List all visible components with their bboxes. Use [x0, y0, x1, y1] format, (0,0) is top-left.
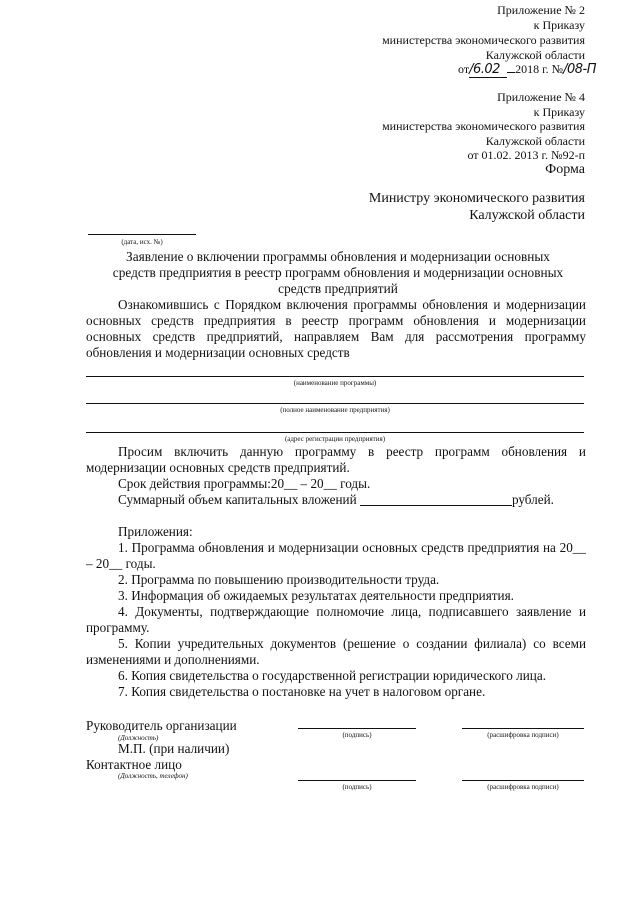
appendix2-number-handwritten: /08-П: [563, 62, 597, 77]
capital-unit: рублей.: [511, 492, 554, 507]
seal-label: М.П. (при наличии): [118, 741, 230, 756]
contact-caption: (Должность, телефон): [118, 772, 188, 780]
addressee-line2: Калужской области: [469, 208, 585, 223]
contact-signature-line: [298, 780, 416, 781]
head-decode-line: [462, 728, 584, 729]
head-signature-line: [298, 728, 416, 729]
attachment-item: 7. Копия свидетельства о постановке на учет в налоговом органе.: [118, 684, 486, 699]
intro-paragraph: Ознакомившись с Порядком включения программы обновления и модернизации основных средств предприятия в реестр программ обновления и модернизации основных средств предприятий, направляем Вам для рассмотрения программу обновления и модернизации основных средств: [86, 297, 586, 360]
date-number-line: [88, 234, 196, 235]
statement-title-line1: Заявление о включении программы обновления и модернизации основных: [126, 249, 550, 264]
date-number-caption: (дата, исх. №): [121, 238, 163, 246]
statement-title: [86, 249, 590, 297]
appendix4-ministry: министерства экономического развития: [382, 119, 585, 133]
program-name-caption: (наименование программы): [293, 379, 377, 387]
request-paragraph: Просим включить данную программу в реестр программ обновления и модернизации основных средств предприятий.: [86, 444, 586, 475]
attachments-list: [86, 540, 586, 700]
statement-title-line2: средств предприятия в реестр программ обновления и модернизации основных: [112, 265, 564, 280]
appendix2-to-order: к Приказу: [533, 18, 585, 32]
statement-title-line3: средств предприятий: [278, 281, 398, 296]
appendix2-title: Приложение № 2: [497, 3, 585, 17]
contact-label: Контактное лицо: [86, 757, 182, 772]
appendix2-date-line: [458, 62, 596, 78]
addressee-line1: Министру экономического развития: [368, 191, 585, 206]
appendix4-date: от 01.02. 2013 г. №92-п: [467, 148, 585, 162]
attachment-item: 2. Программа по повышению производительности труда.: [118, 572, 440, 587]
head-decode-caption: (расшифровка подписи): [487, 731, 559, 739]
attachments-title: Приложения:: [118, 524, 193, 539]
appendix4-title: Приложение № 4: [497, 90, 585, 104]
enterprise-address-caption: (адрес регистрации предприятия): [284, 435, 386, 443]
attachment-item: 3. Информация об ожидаемых результатах деятельности предприятия.: [118, 588, 514, 603]
attachment-item: 6. Копия свидетельства о государственной регистрации юридического лица.: [118, 668, 546, 683]
position-caption: (Должность): [118, 734, 159, 742]
capital-label: Суммарный объем капитальных вложений: [118, 492, 357, 507]
contact-signature-caption: (подпись): [342, 783, 372, 791]
appendix4-to-order: к Приказу: [533, 105, 585, 119]
attachment-item: 4. Документы, подтверждающие полномочие лица, подписавшего заявление и программу.: [86, 604, 586, 635]
attachment-item: 1. Программа обновления и модернизации основных средств предприятия на 20__ – 20__ годы.: [86, 540, 586, 571]
appendix2-region: Калужской области: [485, 48, 585, 62]
head-signature-caption: (подпись): [342, 731, 372, 739]
program-name-line: [86, 376, 584, 377]
enterprise-name-line: [86, 403, 584, 404]
appendix4-region: Калужской области: [485, 134, 585, 148]
enterprise-name-caption: (полное наименование предприятия): [280, 406, 390, 414]
head-label: Руководитель организации: [86, 718, 237, 733]
appendix2-date-handwritten: /6.02: [469, 63, 507, 78]
appendix2-date-year: 2018 г. №: [515, 62, 564, 76]
capital-amount-field: [360, 493, 512, 506]
contact-decode-caption: (расшифровка подписи): [487, 783, 559, 791]
appendix2-date-prefix: от: [458, 62, 470, 76]
enterprise-address-line: [86, 432, 584, 433]
program-term: Срок действия программы:20__ – 20__ годы.: [118, 476, 371, 491]
capital-investments: [118, 492, 554, 508]
attachment-item: 5. Копии учредительных документов (решение о создании филиала) со всеми изменениями и дополнениями.: [86, 636, 586, 667]
contact-decode-line: [462, 780, 584, 781]
appendix2-ministry: министерства экономического развития: [382, 33, 585, 47]
form-label: Форма: [545, 162, 585, 177]
